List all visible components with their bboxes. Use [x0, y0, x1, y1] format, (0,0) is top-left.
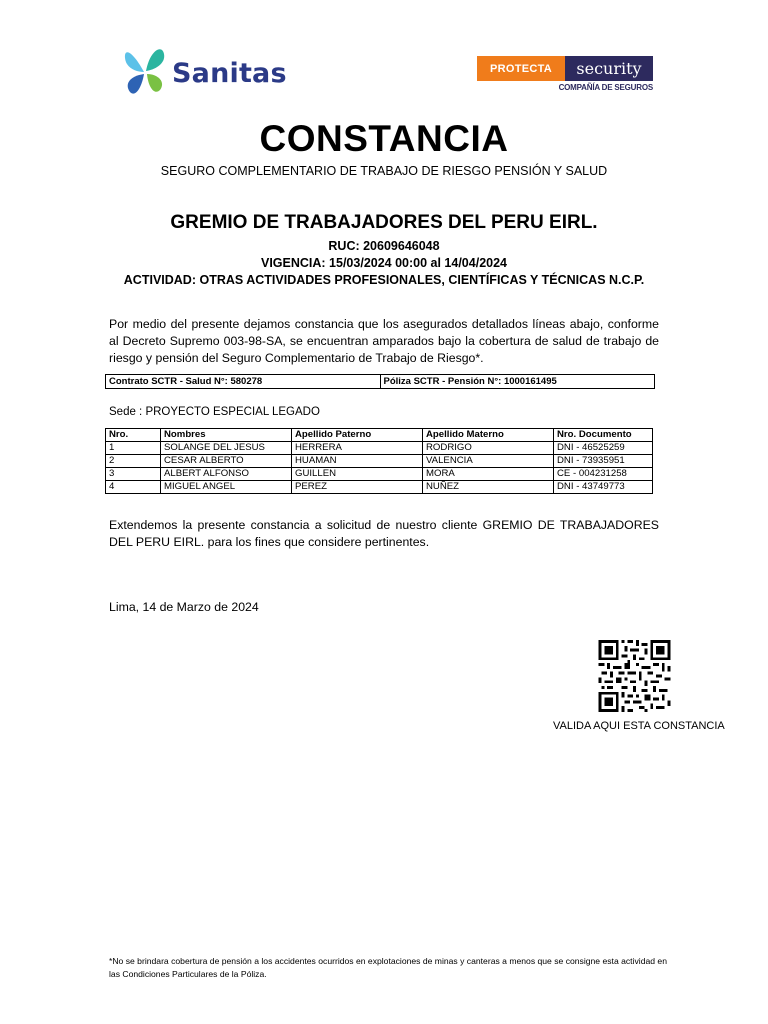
- col-header-documento: Nro. Documento: [554, 429, 653, 442]
- contract-box: [105, 374, 655, 389]
- footnote: *No se brindara cobertura de pensión a los accidentes ocurridos en explotaciones de minas y canteras a menos que se consigne esta actividad en las Condiciones Particulares de la Póliza.: [109, 956, 667, 979]
- cell-paterno: GUILLEN: [292, 468, 423, 481]
- vigencia-line: VIGENCIA: 15/03/2024 00:00 al 14/04/2024: [261, 256, 507, 270]
- col-header-paterno: Apellido Paterno: [292, 429, 423, 442]
- sede-line: Sede : PROYECTO ESPECIAL LEGADO: [109, 406, 320, 418]
- table-row: [106, 481, 653, 494]
- cell-paterno: HERRERA: [292, 442, 423, 455]
- sanitas-logo: [122, 44, 292, 100]
- security-wordmark: security: [565, 56, 653, 81]
- ruc-line: RUC: 20609646048: [328, 239, 440, 253]
- cell-paterno: PEREZ: [292, 481, 423, 494]
- table-row: [106, 468, 653, 481]
- cell-paterno: HUAMAN: [292, 455, 423, 468]
- cell-nombres: SOLANGE DEL JESUS: [161, 442, 292, 455]
- table-row: [106, 455, 653, 468]
- cell-documento: CE - 004231258: [554, 468, 653, 481]
- col-header-nro: Nro.: [106, 429, 161, 442]
- protecta-wordmark: PROTECTA: [477, 56, 565, 81]
- cell-nro: 2: [106, 455, 161, 468]
- actividad-line: ACTIVIDAD: OTRAS ACTIVIDADES PROFESIONALES, CIENTÍFICAS Y TÉCNICAS N.C.P.: [123, 273, 645, 287]
- document-subtitle: SEGURO COMPLEMENTARIO DE TRABAJO DE RIESGO PENSIÓN Y SALUD: [160, 164, 608, 178]
- cell-materno: RODRIGO: [423, 442, 554, 455]
- cell-nro: 4: [106, 481, 161, 494]
- company-name: GREMIO DE TRABAJADORES DEL PERU EIRL.: [170, 212, 598, 233]
- cell-materno: VALENCIA: [423, 455, 554, 468]
- col-header-nombres: Nombres: [161, 429, 292, 442]
- contrato-salud: Contrato SCTR - Salud N°: 580278: [109, 376, 263, 387]
- cell-nro: 1: [106, 442, 161, 455]
- butterfly-icon: [122, 44, 170, 98]
- cell-documento: DNI - 43749773: [554, 481, 653, 494]
- document-title: CONSTANCIA: [259, 118, 509, 159]
- qr-code-icon[interactable]: [597, 640, 672, 712]
- table-header-row: [106, 429, 653, 442]
- cell-nro: 3: [106, 468, 161, 481]
- cell-materno: NUÑEZ: [423, 481, 554, 494]
- cell-nombres: CESAR ALBERTO: [161, 455, 292, 468]
- intro-paragraph: Por medio del presente dejamos constancia que los asegurados detallados líneas abajo, conforme al Decreto Supremo 003-98-SA, se encuentran amparados bajo la cobertura de salud de trabajo de riesgo y pensión del Seguro Complementario de Trabajo de Riesgo*.: [109, 317, 659, 365]
- protecta-tagline: COMPAÑÍA DE SEGUROS: [558, 83, 653, 92]
- col-header-materno: Apellido Materno: [423, 429, 554, 442]
- closing-paragraph: Extendemos la presente constancia a solicitud de nuestro cliente GREMIO DE TRABAJADORES DEL PERU EIRL. para los fines que considere pertinentes.: [109, 518, 659, 549]
- cell-nombres: MIGUEL ANGEL: [161, 481, 292, 494]
- sanitas-wordmark: Sanitas: [172, 58, 287, 89]
- date-line: Lima, 14 de Marzo de 2024: [109, 600, 259, 614]
- insured-table: [105, 428, 653, 494]
- table-row: [106, 442, 653, 455]
- validate-link[interactable]: VALIDA AQUI ESTA CONSTANCIA: [553, 720, 725, 732]
- protecta-logo: [477, 56, 655, 96]
- cell-nombres: ALBERT ALFONSO: [161, 468, 292, 481]
- cell-documento: DNI - 73935951: [554, 455, 653, 468]
- cell-materno: MORA: [423, 468, 554, 481]
- poliza-pension: Póliza SCTR - Pensión N°: 1000161495: [380, 375, 655, 388]
- cell-documento: DNI - 46525259: [554, 442, 653, 455]
